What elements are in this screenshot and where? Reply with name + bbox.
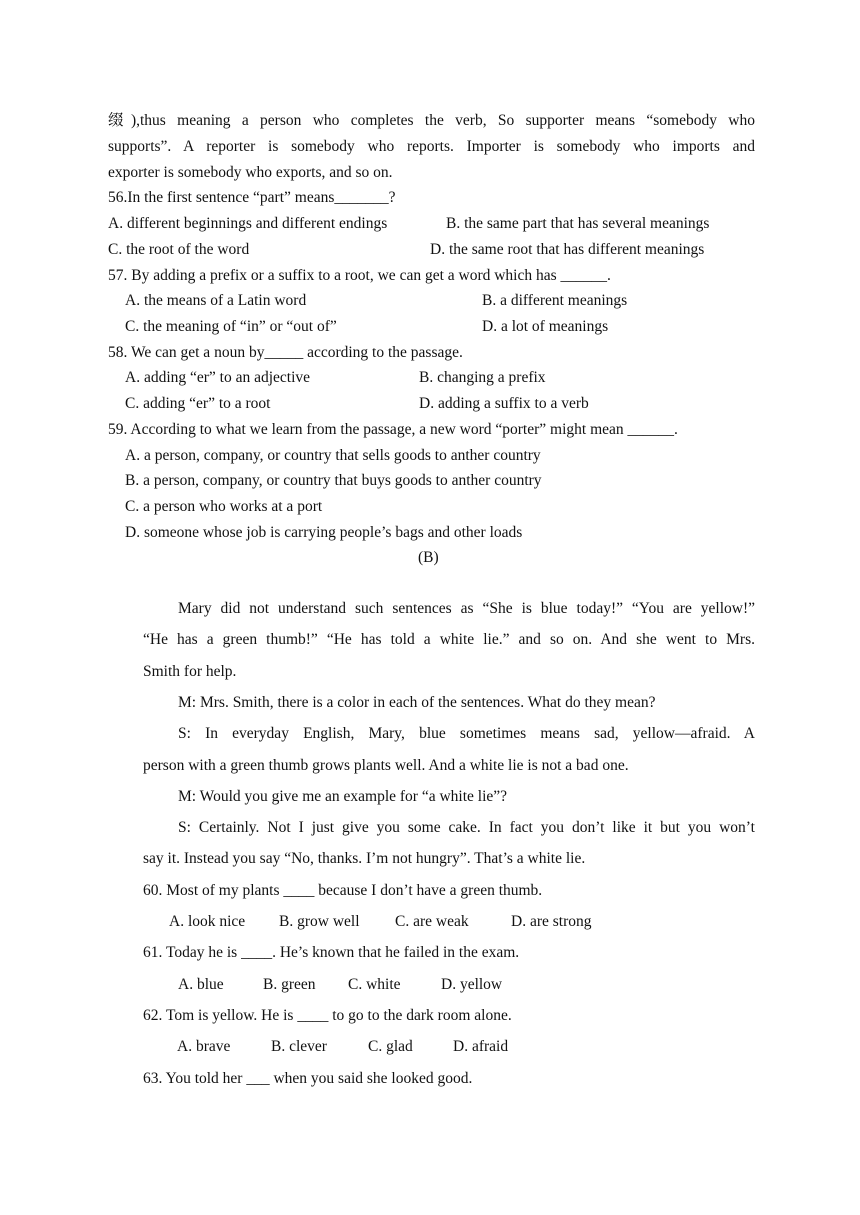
question-61-option-b: B. green: [263, 976, 316, 993]
question-63-stem: 63. You told her ___ when you said she looked good.: [143, 1070, 473, 1087]
question-57-stem: 57. By adding a prefix or a suffix to a root, we can get a word which has ______.: [108, 267, 611, 284]
question-59-stem: 59. According to what we learn from the passage, a new word “porter” might mean ______.: [108, 421, 678, 438]
question-60-option-b: B. grow well: [279, 913, 360, 930]
question-56-stem: 56.In the first sentence “part” means_______?: [108, 189, 396, 206]
question-58-option-b: B. changing a prefix: [419, 369, 546, 386]
passage-b-paragraph-1-line-3: Smith for help.: [143, 663, 237, 680]
question-59-option-a: A. a person, company, or country that sells goods to anther country: [125, 447, 541, 464]
question-58-option-c: C. adding “er” to a root: [125, 395, 271, 412]
question-59-option-b: B. a person, company, or country that buys goods to anther country: [125, 472, 542, 489]
question-62-stem: 62. Tom is yellow. He is ____ to go to the dark room alone.: [143, 1007, 512, 1024]
section-b-heading: (B): [418, 549, 439, 566]
intro-line-1: 缀),thus meaning a person who completes the verb, So supporter means “somebody who: [108, 112, 755, 129]
question-61-option-d: D. yellow: [441, 976, 503, 993]
question-60-option-c: C. are weak: [395, 913, 469, 930]
question-61-option-c: C. white: [348, 976, 401, 993]
question-56-option-a: A. different beginnings and different endings: [108, 215, 388, 232]
passage-b-dialogue-s2-line-1: S: Certainly. Not I just give you some cake. In fact you don’t like it but you won’t: [178, 819, 755, 836]
passage-b-dialogue-m2: M: Would you give me an example for “a white lie”?: [178, 788, 508, 805]
question-60-option-d: D. are strong: [511, 913, 592, 930]
question-62-option-c: C. glad: [368, 1038, 413, 1055]
passage-b-dialogue-s1-line-1: S: In everyday English, Mary, blue sometimes means sad, yellow—afraid. A: [178, 725, 755, 742]
passage-b-paragraph-1-line-2: “He has a green thumb!” “He has told a white lie.” and so on. And she went to Mrs.: [143, 631, 755, 648]
question-61-option-a: A. blue: [178, 976, 224, 993]
passage-b-dialogue-s1-line-2: person with a green thumb grows plants well. And a white lie is not a bad one.: [143, 757, 629, 774]
question-58-stem: 58. We can get a noun by_____ according to the passage.: [108, 344, 463, 361]
passage-b-paragraph-1-line-1: Mary did not understand such sentences as “She is blue today!” “You are yellow!”: [178, 600, 755, 617]
intro-line-2: supports”. A reporter is somebody who reports. Importer is somebody who imports and: [108, 138, 755, 155]
question-57-option-a: A. the means of a Latin word: [125, 292, 307, 309]
question-58-option-d: D. adding a suffix to a verb: [419, 395, 589, 412]
question-56-option-d: D. the same root that has different meanings: [430, 241, 705, 258]
question-62-option-d: D. afraid: [453, 1038, 509, 1055]
question-61-stem: 61. Today he is ____. He’s known that he failed in the exam.: [143, 944, 520, 961]
intro-line-3: exporter is somebody who exports, and so on.: [108, 164, 393, 181]
passage-b-dialogue-s2-line-2: say it. Instead you say “No, thanks. I’m not hungry”. That’s a white lie.: [143, 850, 586, 867]
question-58-option-a: A. adding “er” to an adjective: [125, 369, 311, 386]
question-56-option-b: B. the same part that has several meanings: [446, 215, 710, 232]
question-60-stem: 60. Most of my plants ____ because I don’t have a green thumb.: [143, 882, 543, 899]
question-57-option-b: B. a different meanings: [482, 292, 628, 309]
question-62-option-a: A. brave: [177, 1038, 231, 1055]
question-56-option-c: C. the root of the word: [108, 241, 250, 258]
question-57-option-d: D. a lot of meanings: [482, 318, 609, 335]
question-60-option-a: A. look nice: [169, 913, 246, 930]
passage-b-dialogue-m1: M: Mrs. Smith, there is a color in each of the sentences. What do they mean?: [178, 694, 656, 711]
question-59-option-c: C. a person who works at a port: [125, 498, 323, 515]
question-57-option-c: C. the meaning of “in” or “out of”: [125, 318, 337, 335]
question-62-option-b: B. clever: [271, 1038, 327, 1055]
question-59-option-d: D. someone whose job is carrying people’s bags and other loads: [125, 524, 523, 541]
